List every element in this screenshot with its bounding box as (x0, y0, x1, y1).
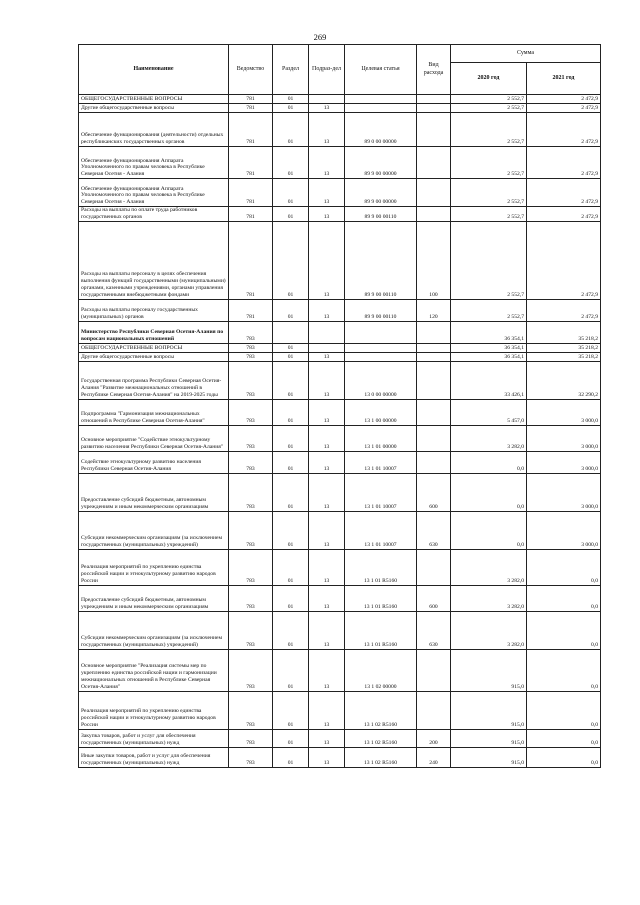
table-cell-vid (417, 207, 451, 222)
table-cell-2021: 3 000,0 (527, 451, 601, 473)
header-vid: Вид расхода (417, 45, 451, 95)
table-cell-2021: 2 472,9 (527, 207, 601, 222)
table-cell-2021: 3 000,0 (527, 425, 601, 451)
table-cell-target: 13 1 02 R5160 (345, 691, 417, 729)
table-cell-vid (417, 691, 451, 729)
table-cell-vid: 200 (417, 729, 451, 747)
table-row (79, 299, 601, 321)
table-cell-podrazdel: 13 (309, 511, 345, 549)
table-cell-vedomstvo: 783 (229, 399, 273, 425)
table-cell-podrazdel: 13 (309, 729, 345, 747)
table-cell-2020: 3 282,0 (451, 585, 527, 611)
table-row (79, 649, 601, 691)
table-row (79, 104, 601, 113)
table-cell-2021: 3 000,0 (527, 473, 601, 511)
table-row (79, 221, 601, 299)
table-row (79, 95, 601, 104)
table-cell-vedomstvo: 781 (229, 95, 273, 104)
table-cell-podrazdel: 13 (309, 399, 345, 425)
table-row (79, 352, 601, 361)
table-cell-target: 13 1 01 R5160 (345, 611, 417, 649)
table-cell-vedomstvo: 783 (229, 343, 273, 352)
table-cell-razdel: 01 (273, 221, 309, 299)
table-cell-target: 89 9 00 00110 (345, 299, 417, 321)
table-cell-podrazdel: 13 (309, 352, 345, 361)
table-cell-vedomstvo: 783 (229, 649, 273, 691)
table-cell-name: Расходы на выплаты персоналу в целях обеспечения выполнения функций государственными (муниципальными) органами, казенными учреждениями, органами управления государственными внебюджетными фондами (79, 221, 229, 299)
table-cell-name: Государственная программа Республики Северная Осетия-Алания "Развитие межнациональных отношений в Республике Северная Осетия-Алания" на 2019-2025 годы (79, 361, 229, 399)
table-row (79, 361, 601, 399)
table-cell-target: 13 1 01 R5160 (345, 585, 417, 611)
table-cell-2020: 2 552,7 (451, 104, 527, 113)
table-cell-podrazdel: 13 (309, 299, 345, 321)
table-row (79, 179, 601, 207)
table-cell-vid (417, 147, 451, 179)
table-cell-2020: 33 426,1 (451, 361, 527, 399)
table-cell-2020: 0,0 (451, 451, 527, 473)
table-cell-vid (417, 451, 451, 473)
table-row (79, 473, 601, 511)
table-cell-podrazdel: 13 (309, 361, 345, 399)
page-number: 269 (313, 32, 327, 42)
table-cell-target (345, 352, 417, 361)
table-cell-target: 89 9 00 00000 (345, 179, 417, 207)
table-cell-vid: 600 (417, 585, 451, 611)
table-cell-2020: 0,0 (451, 511, 527, 549)
table-cell-2021: 0,0 (527, 611, 601, 649)
table-cell-2020: 36 354,1 (451, 343, 527, 352)
table-row (79, 451, 601, 473)
table-cell-podrazdel (309, 95, 345, 104)
table-cell-vedomstvo: 783 (229, 747, 273, 767)
table-cell-2020: 36 354,1 (451, 352, 527, 361)
table-cell-razdel: 01 (273, 95, 309, 104)
table-row (79, 729, 601, 747)
table-cell-vedomstvo: 781 (229, 147, 273, 179)
table-cell-vedomstvo: 783 (229, 511, 273, 549)
table-cell-vid: 120 (417, 299, 451, 321)
table-cell-razdel: 01 (273, 649, 309, 691)
header-2021: 2021 год (527, 63, 601, 95)
table-cell-2020: 915,0 (451, 729, 527, 747)
table-cell-name: Субсидии некоммерческим организациям (за исключением государственных (муниципальных) учреждений) (79, 511, 229, 549)
table-row (79, 399, 601, 425)
table-cell-2021: 2 472,9 (527, 113, 601, 147)
table-cell-2020: 915,0 (451, 747, 527, 767)
table-cell-vedomstvo: 783 (229, 549, 273, 585)
table-row (79, 549, 601, 585)
table-cell-razdel: 01 (273, 691, 309, 729)
table-cell-vid (417, 352, 451, 361)
table-cell-2021: 35 218,2 (527, 321, 601, 343)
table-cell-razdel: 01 (273, 113, 309, 147)
table-cell-vid (417, 425, 451, 451)
table-row (79, 321, 601, 343)
table-row (79, 147, 601, 179)
header-vedomstvo: Ведомство (229, 45, 273, 95)
table-cell-2020: 915,0 (451, 691, 527, 729)
table-cell-2021: 0,0 (527, 649, 601, 691)
table-cell-2021: 32 290,2 (527, 361, 601, 399)
table-cell-2020: 0,0 (451, 473, 527, 511)
table-cell-vid: 240 (417, 747, 451, 767)
table-cell-target: 13 1 02 R5160 (345, 729, 417, 747)
table-cell-target: 13 0 00 00000 (345, 361, 417, 399)
table-cell-vid (417, 104, 451, 113)
table-cell-razdel (273, 321, 309, 343)
table-cell-razdel: 01 (273, 451, 309, 473)
table-cell-target: 13 1 01 10007 (345, 473, 417, 511)
table-cell-target: 13 1 02 00000 (345, 649, 417, 691)
table-cell-target: 89 0 00 00000 (345, 113, 417, 147)
table-row (79, 113, 601, 147)
table-cell-2020: 3 282,0 (451, 549, 527, 585)
table-cell-name: Субсидии некоммерческим организациям (за исключением государственных (муниципальных) учреждений) (79, 611, 229, 649)
table-cell-razdel: 01 (273, 549, 309, 585)
table-row (79, 691, 601, 729)
table-cell-name: Расходы на выплаты персоналу государственных (муниципальных) органов (79, 299, 229, 321)
table-cell-name: Реализация мероприятий по укреплению единства российской нации и этнокультурному развитию народов России (79, 549, 229, 585)
table-cell-vedomstvo: 783 (229, 361, 273, 399)
table-cell-razdel: 01 (273, 207, 309, 222)
table-row (79, 207, 601, 222)
table-cell-podrazdel: 13 (309, 611, 345, 649)
table-cell-2020: 36 354,1 (451, 321, 527, 343)
table-cell-2021: 2 472,9 (527, 104, 601, 113)
table-cell-target: 89 9 00 00110 (345, 207, 417, 222)
table-cell-vedomstvo: 783 (229, 451, 273, 473)
table-cell-2021: 0,0 (527, 747, 601, 767)
table-cell-vid (417, 399, 451, 425)
table-cell-2020: 2 552,7 (451, 299, 527, 321)
table-cell-vid (417, 95, 451, 104)
table-cell-2021: 0,0 (527, 691, 601, 729)
table-cell-name: Предоставление субсидий бюджетным, автономным учреждениям и иным некоммерческим организациям (79, 585, 229, 611)
table-cell-2021: 3 000,0 (527, 399, 601, 425)
header-sum: Сумма (451, 45, 601, 63)
table-cell-name: Предоставление субсидий бюджетным, автономным учреждениям и иным некоммерческим организациям (79, 473, 229, 511)
table-cell-2020: 2 552,7 (451, 207, 527, 222)
table-cell-2021: 2 472,9 (527, 179, 601, 207)
table-cell-name: Обеспечение функционирования Аппарата Уполномоченного по правам человека в Республике Северная Осетия - Алания (79, 179, 229, 207)
table-cell-target (345, 95, 417, 104)
table-cell-vedomstvo: 783 (229, 611, 273, 649)
table-cell-razdel: 01 (273, 585, 309, 611)
table-cell-podrazdel: 13 (309, 451, 345, 473)
table-cell-2020: 2 552,7 (451, 179, 527, 207)
table-cell-podrazdel: 13 (309, 691, 345, 729)
table-cell-podrazdel: 13 (309, 425, 345, 451)
table-cell-vedomstvo: 783 (229, 585, 273, 611)
table-cell-podrazdel: 13 (309, 747, 345, 767)
table-cell-razdel: 01 (273, 473, 309, 511)
table-cell-name: Основное мероприятие "Реализация системы мер по укреплению единства российской нации и гармонизации межнациональных отношений в Республике Северная Осетия-Алания" (79, 649, 229, 691)
table-cell-podrazdel: 13 (309, 207, 345, 222)
table-cell-razdel: 01 (273, 511, 309, 549)
header-razdel: Раздел (273, 45, 309, 95)
table-cell-vid: 600 (417, 473, 451, 511)
table-cell-name: ОБЩЕГОСУДАРСТВЕННЫЕ ВОПРОСЫ (79, 95, 229, 104)
table-cell-razdel: 01 (273, 352, 309, 361)
table-cell-razdel: 01 (273, 425, 309, 451)
table-cell-2021: 3 000,0 (527, 511, 601, 549)
table-cell-podrazdel: 13 (309, 649, 345, 691)
table-cell-target: 13 1 01 R5160 (345, 549, 417, 585)
header-target: Целевая статья (345, 45, 417, 95)
table-cell-podrazdel (309, 343, 345, 352)
table-cell-2021: 0,0 (527, 549, 601, 585)
table-row (79, 425, 601, 451)
table-cell-razdel: 01 (273, 343, 309, 352)
table-cell-vid: 100 (417, 221, 451, 299)
table-cell-razdel: 01 (273, 611, 309, 649)
table-cell-name: Министерство Республики Северная Осетия-Алания по вопросам национальных отношений (79, 321, 229, 343)
table-cell-vedomstvo: 783 (229, 352, 273, 361)
table-cell-name: Подпрограмма "Гармонизация межнациональных отношений в Республике Северная Осетия-Алания" (79, 399, 229, 425)
table-cell-vedomstvo: 783 (229, 321, 273, 343)
table-cell-2020: 2 552,7 (451, 95, 527, 104)
table-cell-vid (417, 321, 451, 343)
table-cell-razdel: 01 (273, 361, 309, 399)
table-cell-name: ОБЩЕГОСУДАРСТВЕННЫЕ ВОПРОСЫ (79, 343, 229, 352)
table-cell-podrazdel (309, 321, 345, 343)
table-cell-2020: 3 282,0 (451, 611, 527, 649)
table-cell-name: Обеспечение функционирования (деятельности) отдельных республиканских государственных органов (79, 113, 229, 147)
table-cell-razdel: 01 (273, 104, 309, 113)
table-cell-2020: 2 552,7 (451, 147, 527, 179)
table-cell-name: Содействие этнокультурному развитию населения Республики Северная Осетия-Алания (79, 451, 229, 473)
table-cell-target: 89 9 00 00110 (345, 221, 417, 299)
table-cell-vedomstvo: 781 (229, 179, 273, 207)
budget-table (78, 44, 601, 768)
table-cell-vid (417, 649, 451, 691)
table-cell-razdel: 01 (273, 179, 309, 207)
table-cell-name: Закупка товаров, работ и услуг для обеспечения государственных (муниципальных) нужд (79, 729, 229, 747)
table-cell-vedomstvo: 783 (229, 729, 273, 747)
table-cell-vid (417, 179, 451, 207)
table-cell-name: Другие общегосударственные вопросы (79, 104, 229, 113)
table-cell-name: Иные закупки товаров, работ и услуг для обеспечения государственных (муниципальных) нужд (79, 747, 229, 767)
table-cell-vedomstvo: 781 (229, 207, 273, 222)
table-cell-2021: 35 218,2 (527, 352, 601, 361)
table-cell-2020: 915,0 (451, 649, 527, 691)
table-cell-target: 13 1 02 R5160 (345, 747, 417, 767)
table-cell-razdel: 01 (273, 399, 309, 425)
table-cell-razdel: 01 (273, 147, 309, 179)
table-cell-name: Основное мероприятие "Содействие этнокультурному развитию населения Республики Северная Осетия-Алания" (79, 425, 229, 451)
table-cell-podrazdel: 13 (309, 549, 345, 585)
table-cell-target: 13 1 01 10007 (345, 451, 417, 473)
table-cell-vedomstvo: 781 (229, 113, 273, 147)
table-cell-podrazdel: 13 (309, 104, 345, 113)
table-cell-vid (417, 343, 451, 352)
table-cell-target: 13 1 01 00000 (345, 425, 417, 451)
table-cell-vedomstvo: 781 (229, 104, 273, 113)
table-cell-2021: 0,0 (527, 585, 601, 611)
table-cell-2020: 3 282,0 (451, 425, 527, 451)
table-cell-vid: 630 (417, 611, 451, 649)
table-cell-name: Расходы на выплаты по оплате труда работников государственных органов (79, 207, 229, 222)
table-cell-target: 89 9 00 00000 (345, 147, 417, 179)
table-cell-vedomstvo: 781 (229, 221, 273, 299)
table-cell-2021: 35 218,2 (527, 343, 601, 352)
table-cell-vedomstvo: 781 (229, 299, 273, 321)
table-cell-2021: 2 472,9 (527, 221, 601, 299)
table-cell-name: Реализация мероприятий по укреплению единства российской нации и этнокультурному развитию народов России (79, 691, 229, 729)
table-cell-target (345, 104, 417, 113)
table-cell-2021: 2 472,9 (527, 95, 601, 104)
table-cell-2020: 2 552,7 (451, 221, 527, 299)
header-name: Наименование (79, 45, 229, 95)
table-cell-vedomstvo: 783 (229, 691, 273, 729)
table-cell-vid: 630 (417, 511, 451, 549)
table-cell-name: Обеспечение функционирования Аппарата Уполномоченного по правам человека в Республике Северная Осетия - Алания (79, 147, 229, 179)
header-podrazdel: Подраз-дел (309, 45, 345, 95)
table-cell-vedomstvo: 783 (229, 425, 273, 451)
table-cell-vid (417, 361, 451, 399)
table-cell-target (345, 343, 417, 352)
table-cell-2021: 0,0 (527, 729, 601, 747)
table-cell-name: Другие общегосударственные вопросы (79, 352, 229, 361)
table-cell-2021: 2 472,9 (527, 299, 601, 321)
table-cell-podrazdel: 13 (309, 221, 345, 299)
table-cell-target: 13 1 01 10007 (345, 511, 417, 549)
table-row (79, 611, 601, 649)
table-cell-2021: 2 472,9 (527, 147, 601, 179)
table-row (79, 747, 601, 767)
table-cell-razdel: 01 (273, 747, 309, 767)
table-cell-target (345, 321, 417, 343)
table-cell-razdel: 01 (273, 729, 309, 747)
table-cell-vid (417, 113, 451, 147)
table-row (79, 585, 601, 611)
table-cell-vedomstvo: 783 (229, 473, 273, 511)
table-cell-2020: 2 552,7 (451, 113, 527, 147)
table-row (79, 343, 601, 352)
header-2020: 2020 год (451, 63, 527, 95)
table-cell-target: 13 1 00 00000 (345, 399, 417, 425)
table-cell-podrazdel: 13 (309, 585, 345, 611)
table-cell-razdel: 01 (273, 299, 309, 321)
table-cell-vid (417, 549, 451, 585)
table-cell-podrazdel: 13 (309, 113, 345, 147)
table-cell-2020: 5 457,0 (451, 399, 527, 425)
table-cell-podrazdel: 13 (309, 473, 345, 511)
table-cell-podrazdel: 13 (309, 179, 345, 207)
table-cell-podrazdel: 13 (309, 147, 345, 179)
table-row (79, 511, 601, 549)
